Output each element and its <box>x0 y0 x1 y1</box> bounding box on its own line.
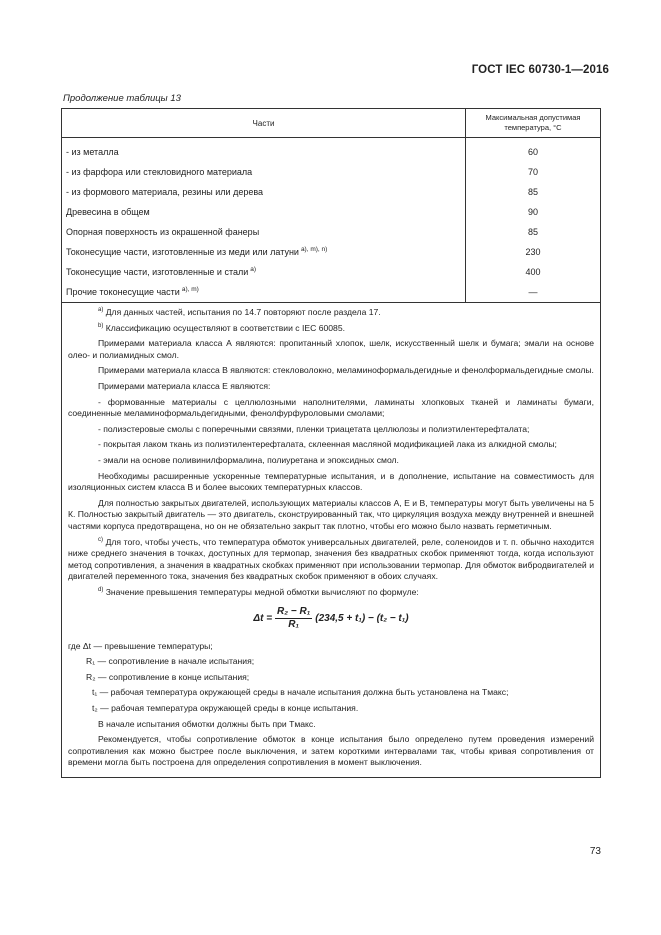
table-notes <box>62 302 600 777</box>
part-label: Прочие токонесущие части <box>66 287 180 297</box>
table-cell-temperature: 85 <box>527 227 538 237</box>
table-row <box>62 142 600 162</box>
formula-rest: (234,5 + t₁) − (t₂ − t₁) <box>315 612 409 624</box>
footnote-d: $^{d)}$ Значение превышения температуры медной обмотки вычисляют по формуле: <box>98 586 419 597</box>
part-label: Токонесущие части, изготовленные из меди или латуни <box>66 247 299 257</box>
legend-t2: t₂ — рабочая температура окружающей среды в конце испытания. <box>92 703 359 714</box>
table-cell-part <box>62 202 466 222</box>
footnote-ref: a), m) <box>181 285 199 293</box>
note-paragraph: Примерами материала класса В являются: стекловолокно, меламиноформальдегидные и фенолформальдегидные смолы. <box>98 365 594 376</box>
table-cell-temperature: 70 <box>527 167 538 177</box>
page-number: 73 <box>589 846 601 857</box>
document-header: ГОСТ IEC 60730-1—2016 <box>471 64 609 76</box>
table-row <box>62 262 600 282</box>
note-list-item: - полиэстеровые смолы с поперечными связями, пленки триацетата целлюлозы и полиэтилентерефталата; <box>98 423 530 434</box>
table-cell-temperature: 230 <box>525 247 541 257</box>
table-cell-part <box>62 262 466 282</box>
formula-denominator: R₁ <box>288 619 300 631</box>
table-cell-part <box>62 282 466 302</box>
footnote-ref: a), m), n) <box>300 245 328 253</box>
table-cell-temperature: 90 <box>527 207 538 217</box>
part-label: - из фарфора или стекловидного материала <box>66 167 253 177</box>
temperature-rise-formula <box>68 606 594 630</box>
note-paragraph: В начале испытания обмотки должны быть при Tмакс. <box>98 718 316 729</box>
part-label: Токонесущие части, изготовленные и стали <box>66 267 249 277</box>
column-header-parts: Части <box>62 109 466 137</box>
column-header-max-temp: Максимальная допустимая температура, °С <box>485 113 581 132</box>
part-label: Опорная поверхность из окрашенной фанеры <box>66 227 260 237</box>
table-cell-part <box>62 242 466 262</box>
legend-t1: t₁ — рабочая температура окружающей среды в начале испытания должна быть установлена на Tмакс; <box>92 687 509 698</box>
footnote-b-mark: b) <box>98 322 104 329</box>
table-row <box>62 162 600 182</box>
table-cell-part <box>62 182 466 202</box>
note-list-item: - покрытая лаком ткань из полиэтилентерефталата, склеенная масляной модификацией лака из алкидной смолы; <box>98 439 557 450</box>
legend-r2: R₂ — сопротивление в конце испытания; <box>86 671 250 682</box>
note-paragraph: Примерами материала класса А являются: пропитанный хлопок, шелк, искусственный шелк и бумага; эмали на основе олео- и полиамидных смол. <box>68 338 594 360</box>
formula-lhs: Δt = <box>253 612 273 624</box>
table-cell-part <box>62 142 466 162</box>
footnote-ref: a) <box>250 265 257 273</box>
table-row <box>62 182 600 202</box>
table-cell-part <box>62 162 466 182</box>
table-row <box>62 242 600 262</box>
legend-where: где Δt — превышение температуры; <box>68 640 213 651</box>
table-cell-temperature: 85 <box>527 187 538 197</box>
table-cell-part <box>62 222 466 242</box>
part-label: Древесина в общем <box>66 207 150 217</box>
part-label: - из формового материала, резины или дерева <box>66 187 264 197</box>
note-paragraph: Рекомендуется, чтобы сопротивление обмоток в конце испытания было определено путем проведения измерений сопротивления как можно быстрее после выключения, и затем короткими интервалами так, чтобы кривая сопротивления от времени могла быть построена для определения сопротивления в момент выключения. <box>68 734 594 768</box>
footnote-a: $^{a)}$ Для данных частей, испытания по 14.7 повторяют после раздела 17. <box>98 307 381 317</box>
temperature-table <box>61 108 601 778</box>
part-label: - из металла <box>66 147 119 157</box>
formula-numerator: R₂ − R₁ <box>277 606 311 618</box>
table-row <box>62 282 600 302</box>
footnote-c: $^{c)}$ Для того, чтобы учесть, что температура обмоток универсальных двигателей, реле, соленоидов и т. п. обычно находится ниже среднего значения в точках, доступных для термопар, значения без квадратных скобок применяют тогда, когда используют метод сопротивления, а значения в квадратных скобках применяют при использовании термопар. Для обмоток вибродвигателей и двигателей переменного тока, значения без квадратных скобок применяют в обоих случаях. <box>68 536 594 582</box>
note-paragraph: Необходимы расширенные ускоренные температурные испытания, и в дополнение, испытание на совместимость для изоляционных систем класса В и более высоких температурных классов. <box>68 470 594 493</box>
formula-fraction <box>275 606 312 630</box>
legend-r1: R₁ — сопротивление в начале испытания; <box>86 656 255 667</box>
footnote-b: $^{b)}$ Классификацию осуществляют в соответствии с IEC 60085. <box>98 322 345 333</box>
footnote-d-mark: d) <box>98 587 104 594</box>
table-cell-temperature: — <box>528 287 538 297</box>
note-list-item: - формованные материалы с целлюлозными наполнителями, ламинаты хлопковых тканей и ламинаты бумаги, соединенные меламиноформальдегидными, фенолфурфуроловыми смолами; <box>68 396 594 419</box>
note-paragraph: Примерами материала класса Е являются: <box>98 380 271 391</box>
table-row <box>62 202 600 222</box>
table-cell-temperature: 400 <box>525 267 541 277</box>
note-list-item: - эмали на основе поливинилформалина, полиуретана и эпоксидных смол. <box>98 454 399 465</box>
table-header-row <box>62 109 600 138</box>
footnote-c-mark: c) <box>98 536 103 543</box>
table-caption: Продолжение таблицы 13 <box>63 93 181 104</box>
table-row <box>62 222 600 242</box>
note-paragraph: Для полностью закрытых двигателей, использующих материалы классов А, Е и В, температуры могут быть увеличены на 5 К. Полностью закрытый двигатель — это двигатель, сконструированный так, что циркуляция воздуха между внутренней и внешней частями корпуса предотвращена, но он не обязательно закрыт так плотно, чтобы его можно было назвать герметичным. <box>68 497 594 531</box>
table-cell-temperature: 60 <box>527 147 538 157</box>
footnote-a-mark: a) <box>98 307 104 314</box>
